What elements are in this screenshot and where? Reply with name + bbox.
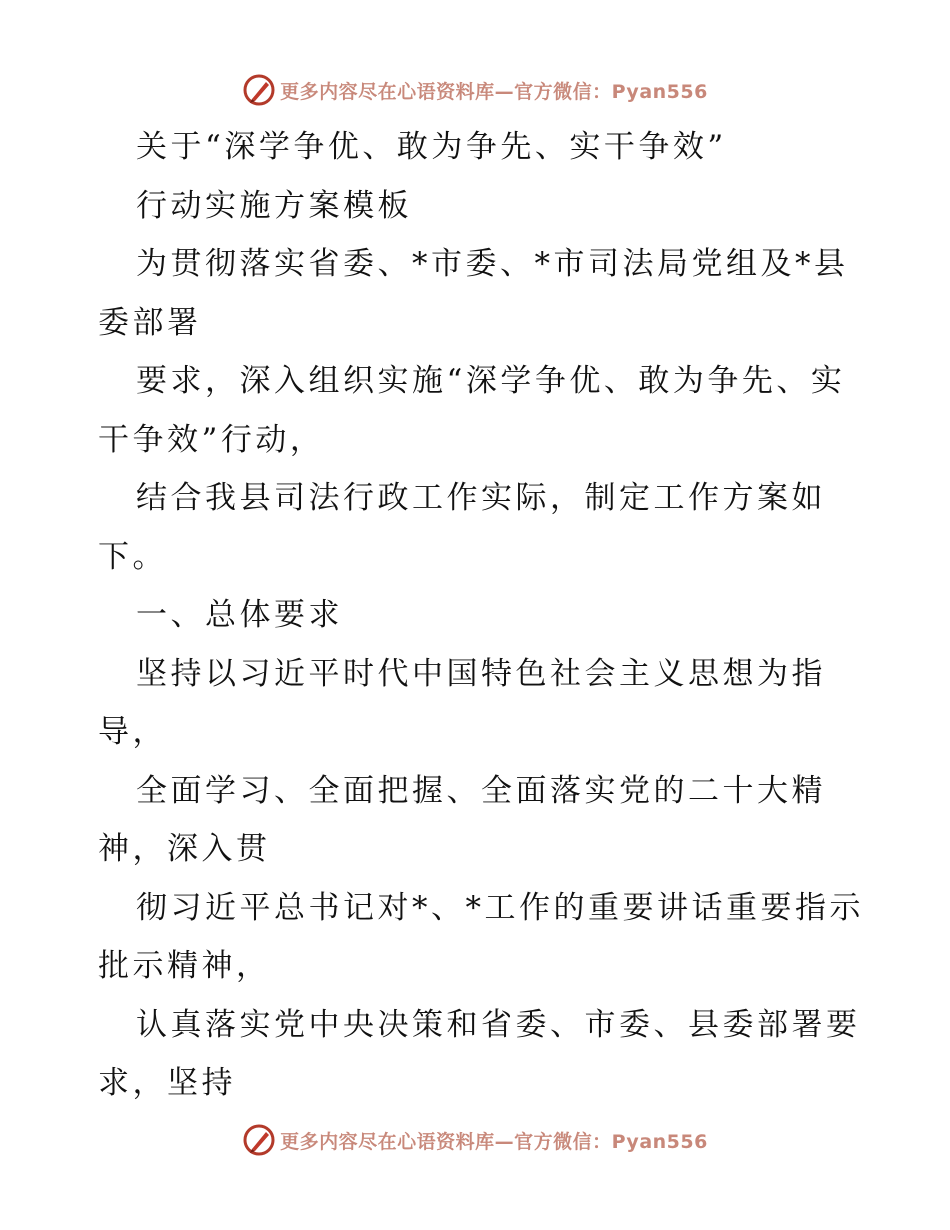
footer-watermark-text: 更多内容尽在心语资料库—官方微信：Pyan556 (280, 1130, 708, 1153)
paragraph-line: 下。 (98, 538, 167, 575)
pen-logo-icon (242, 73, 276, 107)
paragraph-line: 导， (98, 714, 167, 750)
paragraph-line: 神，深入贯 (98, 831, 271, 867)
paragraph-line: 结合我县司法行政工作实际，制定工作方案如 (136, 480, 826, 516)
paragraph-line: 求，坚持 (98, 1065, 236, 1101)
paragraph-line: 批示精神， (98, 948, 271, 984)
paragraph-line: 彻习近平总书记对*、*工作的重要讲话重要指示 (136, 889, 864, 926)
section-heading: 一、总体要求 (136, 597, 343, 633)
paragraph-line: 要求，深入组织实施“深学争优、敢为争先、实 (136, 363, 846, 399)
doc-title-line-1: 关于“深学争优、敢为争先、实干争效” (136, 129, 727, 165)
paragraph-line: 干争效”行动， (98, 421, 325, 458)
header-watermark (0, 70, 950, 110)
paragraph-line: 全面学习、全面把握、全面落实党的二十大精 (136, 772, 826, 809)
header-watermark-text: 更多内容尽在心语资料库—官方微信：Pyan556 (280, 80, 708, 103)
doc-title-line-2: 行动实施方案模板 (136, 187, 412, 224)
pen-logo-icon (242, 1123, 276, 1157)
paragraph-line: 为贯彻落实省委、*市委、*市司法局党组及*县 (136, 246, 849, 282)
footer-watermark (0, 1120, 950, 1160)
paragraph-line: 认真落实党中央决策和省委、市委、县委部署要 (136, 1006, 861, 1043)
document-body (98, 118, 864, 1113)
paragraph-line: 坚持以习近平时代中国特色社会主义思想为指 (136, 655, 826, 692)
paragraph-line: 委部署 (98, 304, 202, 341)
